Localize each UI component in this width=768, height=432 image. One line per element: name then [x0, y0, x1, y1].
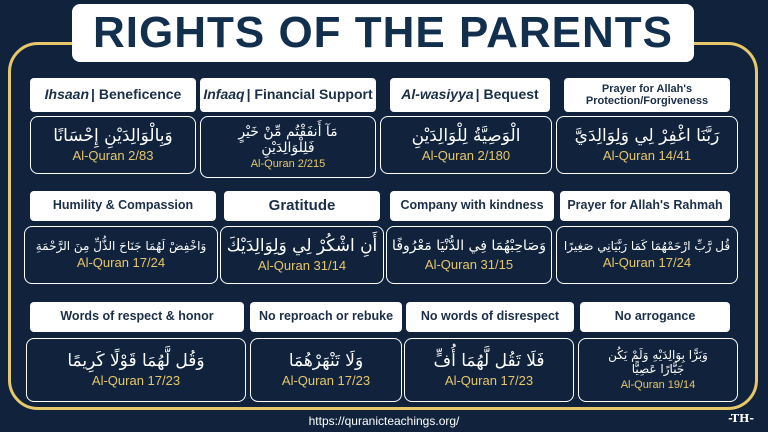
label-infaaq-term: Infaaq — [203, 86, 245, 103]
verse-reference: Al-Quran 17/24 — [76, 255, 166, 271]
arabic-verse: قُل رَّبِّ ارْحَمْهُمَا كَمَا رَبَّيَانِي صَغِيرًا — [563, 238, 731, 253]
label-words-respect — [30, 302, 244, 332]
author-signature: -TH- — [728, 412, 754, 425]
label-words-respect-text: Words of respect & honor — [60, 309, 214, 324]
card-humility — [24, 226, 218, 284]
label-no-reproach-text: No reproach or rebuke — [258, 309, 394, 324]
label-humility-text: Humility & Compassion — [52, 198, 194, 213]
arabic-verse: وَاخْفِضْ لَهُمَا جَنَاحَ الذُّلِّ مِنَ الرَّحْمَةِ — [35, 238, 207, 253]
arabic-verse-line2: فَلِلْوَالِدَيْنِ — [261, 140, 315, 156]
arabic-verse-line2: جَبَّارًا عَصِيًّا — [631, 362, 685, 376]
verse-reference: Al-Quran 2/180 — [421, 148, 511, 164]
card-infaaq — [200, 116, 376, 178]
website-url[interactable]: https://quranicteachings.org/ — [308, 414, 460, 428]
card-prayer-protection — [556, 116, 738, 174]
card-gratitude — [220, 226, 384, 284]
arabic-verse-line1: مَآ أَنفَقْتُم مِّنْ خَيْرٍ — [238, 123, 338, 140]
verse-reference: Al-Quran 2/83 — [72, 148, 154, 164]
verse-reference: Al-Quran 31/14 — [257, 258, 347, 274]
card-ihsaan — [30, 116, 196, 174]
label-ihsaan — [30, 78, 196, 112]
arabic-verse: وَصَاحِبْهُمَا فِي الدُّنْيَا مَعْرُوفًا — [392, 238, 546, 255]
label-ihsaan-term: Ihsaan — [44, 86, 90, 103]
verse-reference: Al-Quran 19/14 — [620, 378, 696, 391]
label-ihsaan-text: | Beneficence — [91, 86, 182, 103]
arabic-verse: وَبِالْوَالِدَيْنِ إِحْسَانًا — [53, 125, 173, 146]
arabic-verse: فَلَا تَقُل لَّهُمَا أُفٍّ — [433, 350, 545, 371]
label-prayer-rahmah — [560, 191, 730, 221]
arabic-verse: رَبَّنَا اغْفِرْ لِي وَلِوَالِدَيَّ — [574, 125, 720, 146]
label-no-disrespect-text: No words of disrespect — [420, 309, 560, 324]
label-no-arrogance — [580, 302, 730, 332]
card-no-reproach — [250, 338, 402, 402]
card-words-respect — [26, 338, 246, 402]
label-humility — [30, 191, 216, 221]
label-infaaq — [200, 78, 376, 112]
card-no-arrogance — [578, 338, 738, 402]
label-no-reproach — [250, 302, 402, 332]
arabic-verse: الْوَصِيَّةُ لِلْوَالِدَيْنِ — [411, 125, 521, 146]
verse-reference: Al-Quran 17/23 — [91, 373, 181, 389]
label-no-disrespect — [406, 302, 574, 332]
label-prayer-protection-text: Prayer for Allah's Protection/Forgiveness — [585, 82, 709, 107]
label-gratitude-text: Gratitude — [268, 196, 336, 214]
verse-reference: Al-Quran 17/23 — [281, 373, 371, 389]
label-infaaq-text: | Financial Support — [246, 86, 373, 103]
card-no-disrespect — [404, 338, 574, 402]
arabic-verse: أَنِ اشْكُرْ لِي وَلِوَالِدَيْكَ — [226, 235, 378, 256]
verse-reference: Al-Quran 17/24 — [602, 255, 692, 271]
verse-reference: Al-Quran 2/215 — [250, 158, 326, 171]
card-wasiyya — [380, 116, 552, 174]
label-company-kindness — [390, 191, 554, 221]
arabic-verse: وَلَا تَنْهَرْهُمَا — [288, 350, 364, 371]
verse-reference: Al-Quran 31/15 — [424, 256, 514, 272]
verse-reference: Al-Quran 14/41 — [602, 148, 692, 164]
label-wasiyya-term: Al-wasiyya — [401, 86, 474, 103]
arabic-verse: وَقُل لَّهُمَا قَوْلًا كَرِيمًا — [67, 350, 205, 371]
label-company-kindness-text: Company with kindness — [400, 198, 544, 213]
label-gratitude — [224, 191, 380, 221]
label-no-arrogance-text: No arrogance — [614, 309, 696, 324]
label-wasiyya-text: | Bequest — [475, 86, 539, 103]
card-company-kindness — [386, 226, 552, 284]
label-wasiyya — [390, 78, 550, 112]
card-prayer-rahmah — [556, 226, 738, 284]
label-prayer-protection — [564, 78, 730, 112]
label-prayer-rahmah-text: Prayer for Allah's Rahmah — [567, 198, 723, 213]
arabic-verse-line1: وَبَرًّا بِوَالِدَيْهِ وَلَمْ يَكُن — [608, 348, 708, 363]
page-title: RIGHTS OF THE PARENTS — [72, 4, 694, 62]
verse-reference: Al-Quran 17/23 — [444, 373, 534, 389]
